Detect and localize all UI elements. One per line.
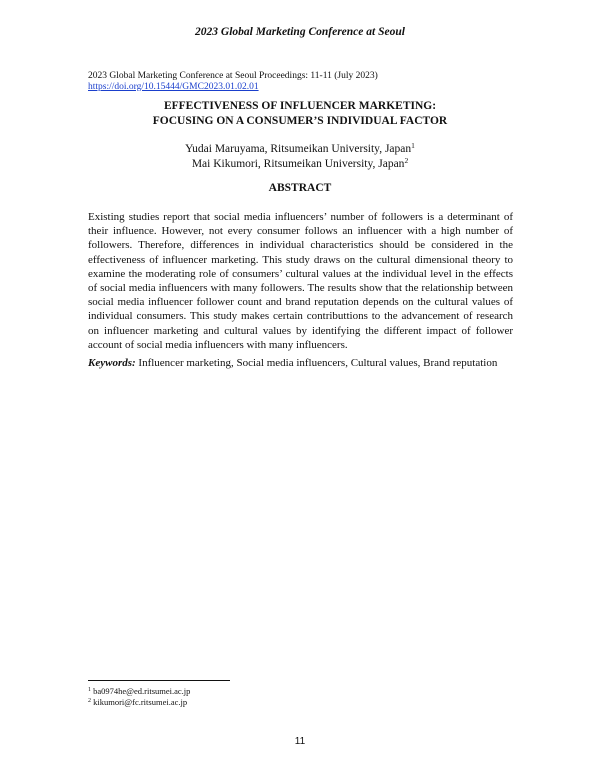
author-2-footnote-mark[interactable]: 2 xyxy=(404,156,409,165)
page-number: 11 xyxy=(294,736,306,747)
title-line-1: EFFECTIVENESS OF INFLUENCER MARKETING: xyxy=(163,100,437,112)
footnote-2-mark: 2 xyxy=(88,698,91,704)
footnote-2 xyxy=(88,697,187,707)
footnote-1-mark: 1 xyxy=(88,687,91,693)
abstract-heading: ABSTRACT xyxy=(268,182,332,194)
author-2-name: Mai Kikumori, Ritsumeikan University, Japan xyxy=(191,158,405,170)
proceedings-citation: 2023 Global Marketing Conference at Seoul Proceedings: 11-11 (July 2023) xyxy=(88,71,378,81)
footnote-1-email: ba0974he@ed.ritsumei.ac.jp xyxy=(93,686,191,696)
author-1-name: Yudai Maruyama, Ritsumeikan University, Japan xyxy=(185,143,412,155)
running-header: 2023 Global Marketing Conference at Seoul xyxy=(195,26,405,38)
keywords-text: Influencer marketing, Social media influencers, Cultural values, Brand reputation xyxy=(138,357,498,369)
author-2 xyxy=(60,157,540,172)
author-1-footnote-mark[interactable]: 1 xyxy=(411,141,415,150)
author-list xyxy=(60,142,540,172)
keywords-label: Keywords: xyxy=(88,357,136,369)
author-1 xyxy=(60,142,540,157)
footnote-divider xyxy=(88,680,230,681)
paper-title xyxy=(60,99,540,129)
abstract-body: Existing studies report that social media influencers’ number of followers is a determinant of their influence. However, not every consumer follows an influencer with a high number of followers. Therefore, differences in individual characteristics should be considered in the effectiveness of influencer marketing. This study draws on the cultural dimensional theory to examine the moderating role of consumers’ cultural values at the individual level in the effects of social media influencers with many followers. The results show that the relationship between social media influencer follower count and brand reputation depends on the cultural values of individual consumers. This study makes certain contributtions to the advancement of research on influencer marketing and cultural values by identifying the different impact of follower account of social media influencers with many influencers. xyxy=(88,211,513,351)
footnote-2-email: kikumori@fc.ritsumei.ac.jp xyxy=(93,697,188,707)
keywords xyxy=(88,356,513,370)
doi-link[interactable]: https://doi.org/10.15444/GMC2023.01.02.01 xyxy=(88,82,259,92)
footnote-1 xyxy=(88,686,190,696)
title-line-2: FOCUSING ON A CONSUMER’S INDIVIDUAL FACTOR xyxy=(152,115,448,127)
